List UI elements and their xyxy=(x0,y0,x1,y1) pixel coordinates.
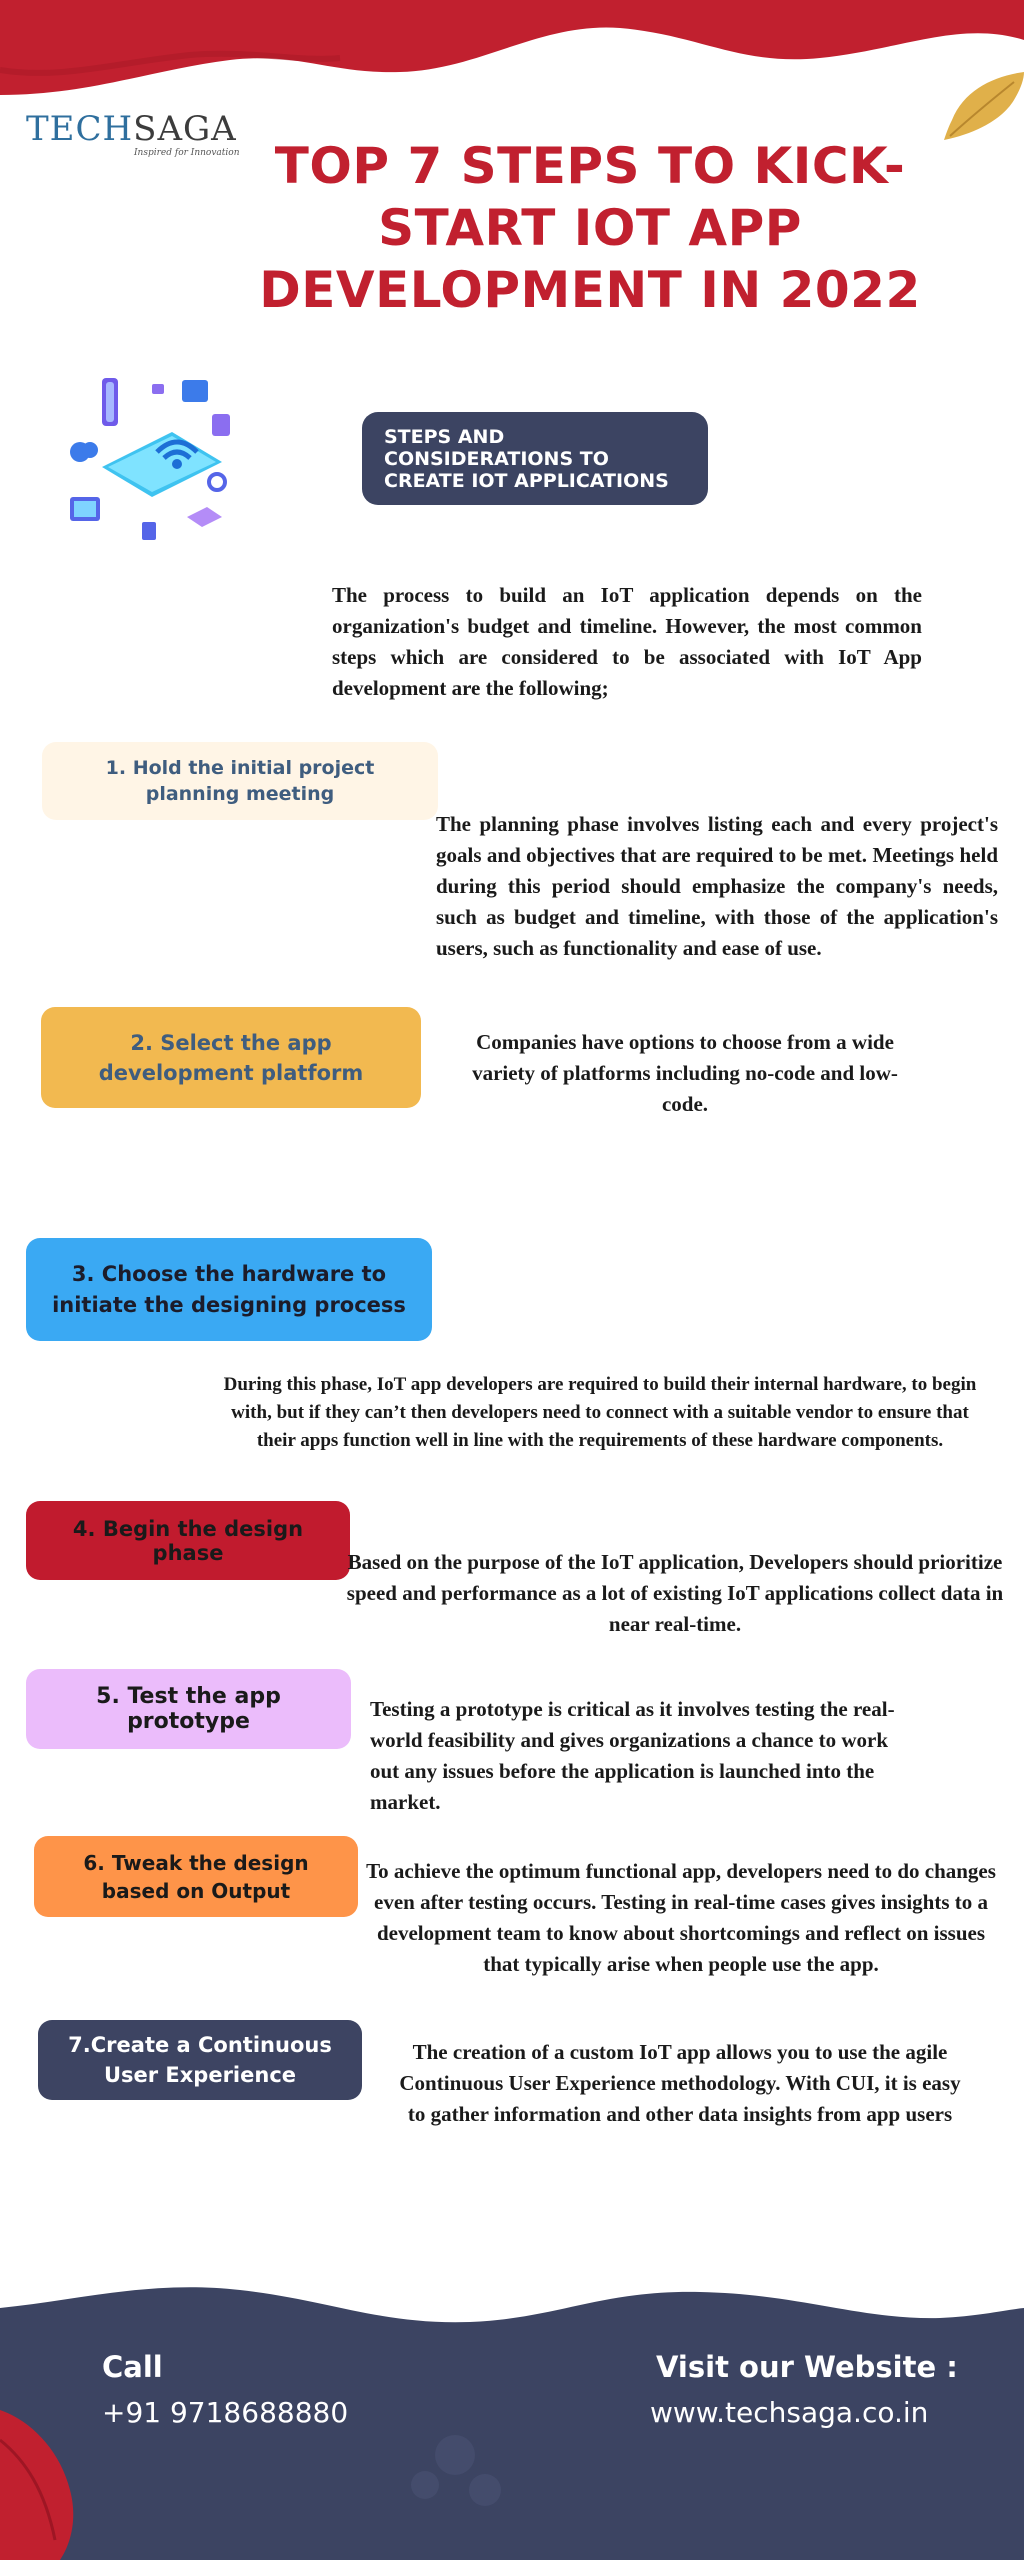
call-label: Call xyxy=(102,2350,163,2384)
step-2-text: Companies have options to choose from a wide variety of platforms including no-code and low-code. xyxy=(472,1030,898,1116)
leaf-bottom-decoration xyxy=(0,2390,80,2560)
logo xyxy=(26,109,246,158)
step-1-text: The planning phase involves listing each and every project's goals and objectives that are required to be met. Meetings held during this period should emphasize the company's needs, such as budget and timeline, with those of the application's users, such as functionality and ease of use. xyxy=(436,812,998,960)
step-3-text: During this phase, IoT app developers are required to build their internal hardware, to begin with, but if they can’t then developers need to connect with a suitable vendor to ensure that their apps function well in line with the requirements of these hardware components. xyxy=(223,1374,977,1451)
phone-number[interactable]: +91 9718688880 xyxy=(102,2396,349,2429)
logo-name-saga: SAGA xyxy=(133,109,237,149)
step-3-label: 3. Choose the hardware to initiate the designing process xyxy=(26,1238,432,1341)
logo-tagline: Inspired for Innovation xyxy=(134,148,240,158)
step-1-label: 1. Hold the initial project planning meeting xyxy=(42,742,438,820)
leaf-decoration xyxy=(944,68,1024,140)
website-label: Visit our Website : xyxy=(656,2350,958,2384)
logo-wordmark xyxy=(26,109,246,149)
step-5-text: Testing a prototype is critical as it involves testing the real-world feasibility and gives organizations a chance to work out any issues before the application is launched into the market. xyxy=(370,1697,895,1814)
step-4-label: 4. Begin the design phase xyxy=(26,1501,350,1580)
step-7-text: The creation of a custom IoT app allows you to use the agile Continuous User Experience methodology. With CUI, it is easy to gather information and other data insights from app users xyxy=(399,2040,961,2126)
page-title: TOP 7 STEPS TO KICK-START IOT APP DEVELOPMENT IN 2022 xyxy=(259,137,921,319)
step-6-label: 6. Tweak the design based on Output xyxy=(34,1836,358,1917)
step-2-label: 2. Select the app development platform xyxy=(41,1007,421,1108)
step-6-text: To achieve the optimum functional app, developers need to do changes even after testing occurs. Testing in real-time cases gives insights to a development team to know about shortcomings and reflect on issues that typically arise when people use the app. xyxy=(366,1859,996,1976)
step-5-label: 5. Test the app prototype xyxy=(26,1669,351,1749)
top-wave-decoration xyxy=(0,0,1024,110)
intro-badge: STEPS AND CONSIDERATIONS TO CREATE IOT APPLICATIONS xyxy=(362,412,708,505)
iot-illustration xyxy=(62,372,242,547)
step-7-label: 7.Create a Continuous User Experience xyxy=(38,2020,362,2100)
step-4-text: Based on the purpose of the IoT application, Developers should prioritize speed and performance as a lot of existing IoT applications collect data in near real-time. xyxy=(346,1550,1004,1636)
logo-name-tech: TECH xyxy=(26,109,134,149)
website-link[interactable]: www.techsaga.co.in xyxy=(650,2396,929,2429)
intro-text: The process to build an IoT application depends on the organization's budget and timeline. However, the most common steps which are considered to be associated with IoT App development are the following; xyxy=(332,583,922,700)
